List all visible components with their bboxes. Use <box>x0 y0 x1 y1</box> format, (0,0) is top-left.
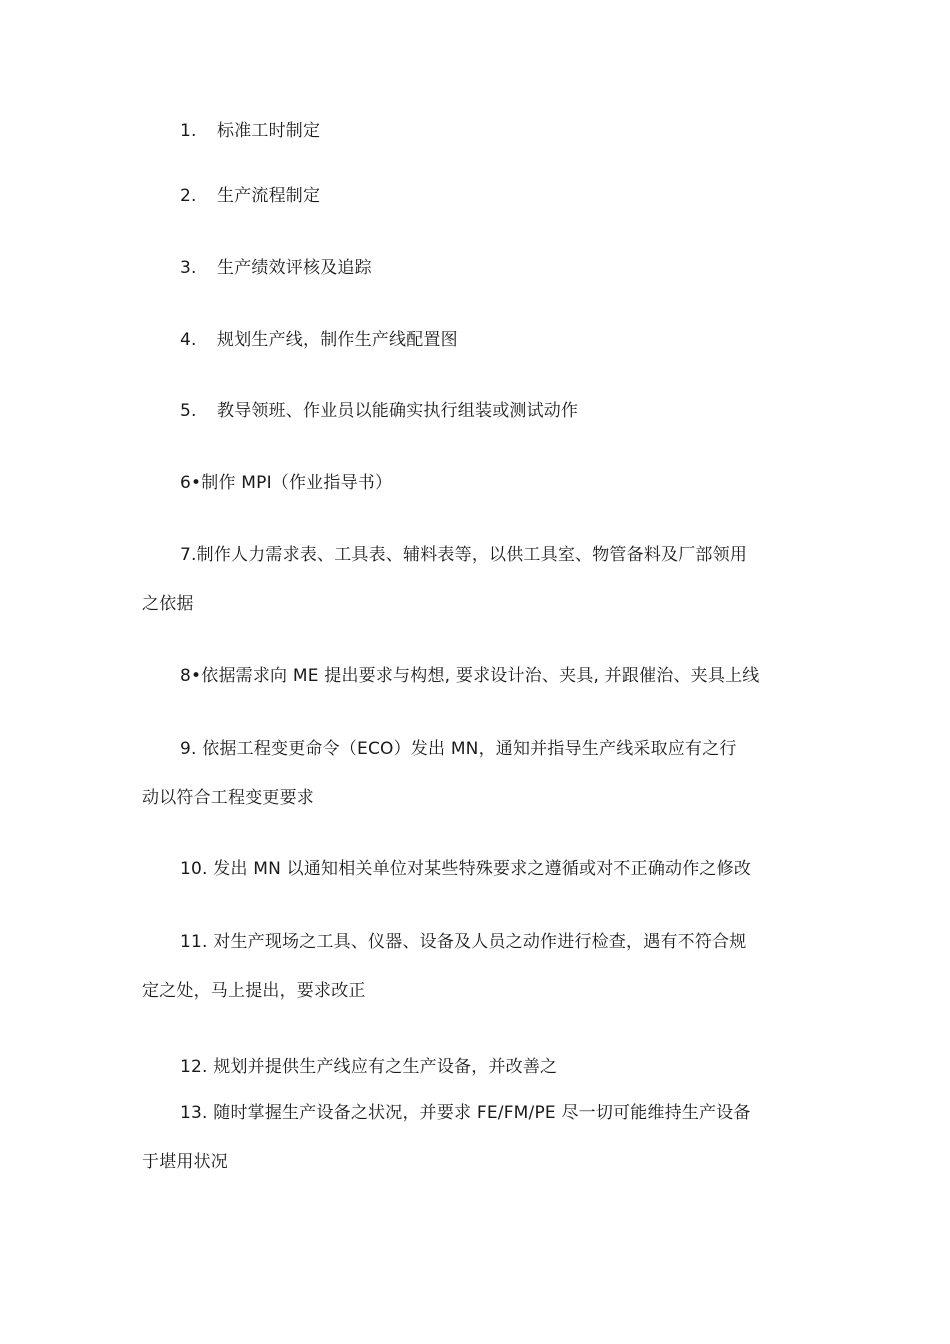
list-item-13 <box>142 1089 812 1187</box>
item-text-line-2: 定之处，马上提出，要求改正 <box>142 981 366 1001</box>
item-text: 6•制作 MPI（作业指导书） <box>180 473 393 493</box>
item-text-line-2: 之依据 <box>142 594 194 614</box>
list-item-4 <box>142 316 812 365</box>
list-item-6 <box>142 459 812 508</box>
list-item-8 <box>142 652 812 701</box>
item-number: 4. <box>180 330 197 350</box>
item-text: 生产绩效评核及追踪 <box>217 258 372 278</box>
item-number: 3. <box>180 258 197 278</box>
list-item-1 <box>142 107 812 156</box>
item-text-line-1: 13. 随时掌握生产设备之状况，并要求 FE/FM/PE 尽一切可能维持生产设备 <box>180 1103 751 1123</box>
item-text: 标准工时制定 <box>217 121 321 141</box>
list-item-9 <box>142 725 812 823</box>
list-item-2 <box>142 172 812 221</box>
item-text-line-2: 动以符合工程变更要求 <box>142 788 314 808</box>
item-text: 12. 规划并提供生产线应有之生产设备，并改善之 <box>180 1057 558 1077</box>
list-item-12 <box>142 1043 812 1092</box>
list-item-5 <box>142 387 812 436</box>
item-text: 10. 发出 MN 以通知相关单位对某些特殊要求之遵循或对不正确动作之修改 <box>180 859 752 879</box>
item-text-line-2: 于堪用状况 <box>142 1152 228 1172</box>
item-text-line-1: 9. 依据工程变更命令（ECO）发出 MN，通知并指导生产线采取应有之行 <box>180 739 737 759</box>
list-item-3 <box>142 244 812 293</box>
item-text: 规划生产线，制作生产线配置图 <box>217 330 458 350</box>
item-number: 2. <box>180 186 197 206</box>
item-number: 5. <box>180 401 197 421</box>
item-text-line-1: 7.制作人力需求表、工具表、辅料表等，以供工具室、物管备料及厂部领用 <box>180 545 748 565</box>
list-item-10 <box>142 845 812 894</box>
item-text: 生产流程制定 <box>217 186 321 206</box>
item-text-line-1: 11. 对生产现场之工具、仪器、设备及人员之动作进行检查，遇有不符合规 <box>180 932 747 952</box>
item-number: 1. <box>180 121 197 141</box>
item-text: 教导领班、作业员以能确实执行组装或测试动作 <box>217 401 579 421</box>
item-text: 8•依据需求向 ME 提出要求与构想, 要求设计治、夹具, 并跟催治、夹具上线 <box>180 666 760 686</box>
list-item-11 <box>142 918 812 1016</box>
list-item-7 <box>142 531 812 629</box>
